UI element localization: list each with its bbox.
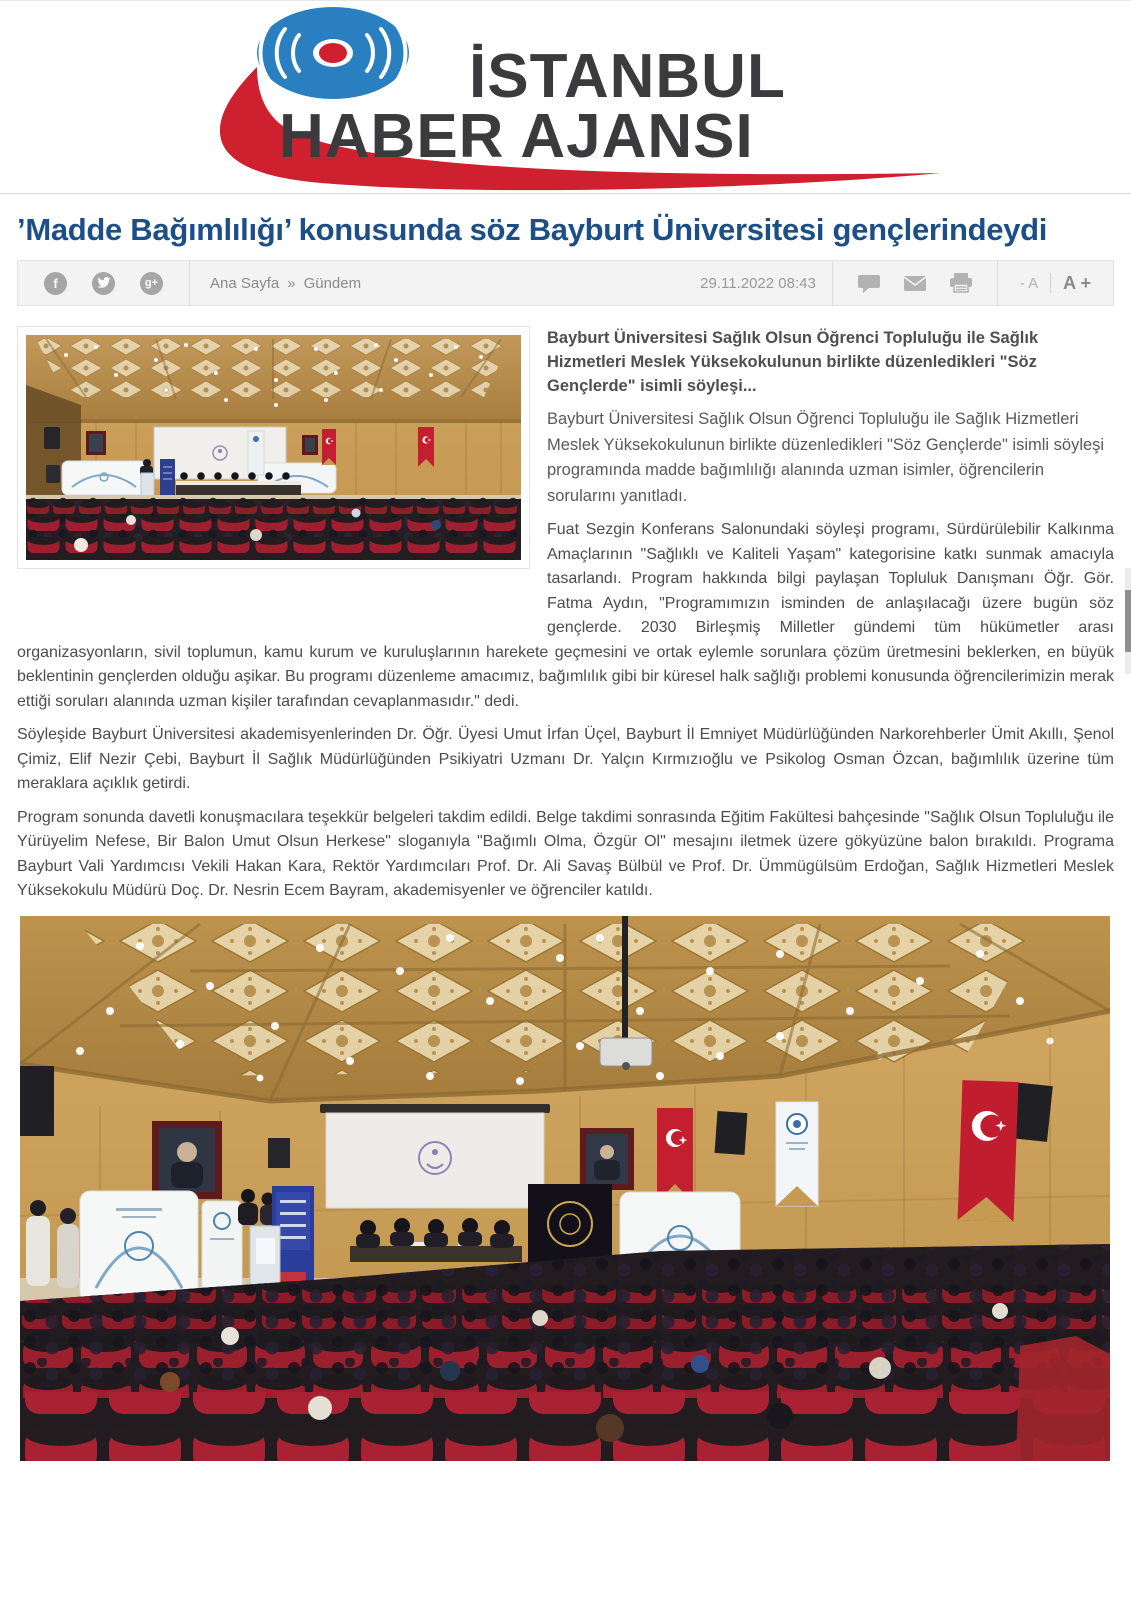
googleplus-icon: g+	[144, 277, 159, 289]
breadcrumb-separator: »	[287, 274, 296, 292]
font-controls-divider	[1050, 273, 1051, 293]
article-body	[17, 326, 1114, 1475]
twitter-share-button[interactable]	[92, 272, 115, 295]
breadcrumb	[190, 275, 700, 292]
comments-icon[interactable]	[857, 273, 881, 293]
logo-emblem-icon	[257, 7, 409, 99]
projection-screen	[320, 1104, 550, 1208]
print-icon[interactable]	[949, 273, 973, 293]
audience	[26, 495, 521, 560]
article-title: ’Madde Bağımlılığı’ konusunda söz Bayburt Üniversitesi gençlerindeydi	[17, 212, 1048, 247]
conference-hall-photo-1	[26, 335, 521, 560]
scrollbar-thumb[interactable]	[1125, 590, 1131, 652]
article-paragraph: Program sonunda davetli konuşmacılara teşekkür belgeleri takdim edildi. Belge takdimi sonrasında Eğitim Fakültesi bahçesinde "Sağlık Olsun Topluluğu ile Yürüyelim Nefese, Bir Balon Umut Olsun Herkese" sloganıyla "Bağımlı Olma, Özgür Ol" mesajını iletmek üzere gökyüzüne balon bırakıldı. Programa Bayburt Vali Yardımcısı Vekili Hakan Kara, Rektör Yardımcıları Prof. Dr. Ali Savaş Bülbül ve Prof. Dr. Ümmügülsüm Erdoğan, Sağlık Hizmetleri Meslek Yüksekokulu Müdürü Doç. Dr. Nesrin Ecem Bayram, akademisyenler ve öğrenciler katıldı.	[17, 808, 1114, 899]
social-share-group	[18, 272, 189, 295]
font-decrease-button[interactable]: - A	[1019, 274, 1039, 292]
email-icon[interactable]	[903, 275, 927, 292]
googleplus-share-button[interactable]	[140, 272, 163, 295]
facebook-icon: f	[53, 275, 58, 291]
breadcrumb-section-link[interactable]: Gündem	[303, 274, 362, 292]
publish-date: 29.11.2022 08:43	[700, 274, 816, 292]
article-paragraph: Bayburt Üniversitesi Sağlık Olsun Öğrenci Topluluğu ile Sağlık Hizmetleri Meslek Yüksekokulunun birlikte düzenledikleri "Söz Gençlerde" isimli söyleşi programında madde bağımlılığı alanında uzman isimler, öğrencilerin sorularını yanıtladı.	[547, 410, 1105, 505]
scrollbar-track[interactable]	[1125, 568, 1131, 674]
article-toolbar	[17, 260, 1114, 306]
article-paragraph: Söyleşide Bayburt Üniversitesi akademisyenlerinden Dr. Öğr. Üyesi Umut İrfan Üçel, Bayburt İl Emniyet Müdürlüğünden Narkorehberler Ümit Akıllı, Şenol Çimiz, Elif Nezir Çebi, Bayburt İl Sağlık Müdürlüğünden Psikiyatri Uzmanı Dr. Yalçın Kırmızıoğlu ve Psikolog Osman Özcan, bağımlılık üzerine tüm meraklara açıklık getirdi.	[17, 726, 1114, 792]
logo-wordmark-line2: HABER AJANSI	[278, 102, 754, 171]
agency-logo[interactable]	[171, 5, 961, 191]
logo-wordmark-line1: İSTANBUL	[468, 42, 786, 111]
article-photo-small	[17, 326, 530, 569]
article-lead: Bayburt Üniversitesi Sağlık Olsun Öğrenci Topluluğu ile Sağlık Hizmetleri Meslek Yüksekokulunun birlikte düzenledikleri "Söz Gençlerde" isimli söyleşi...	[547, 329, 1039, 395]
site-header	[0, 0, 1131, 194]
conference-hall-photo-2	[20, 916, 1110, 1461]
facebook-share-button[interactable]	[44, 272, 67, 295]
font-size-controls	[998, 273, 1113, 294]
font-increase-button[interactable]: A +	[1063, 272, 1091, 293]
article-photo-large	[20, 916, 1110, 1461]
article-paragraph: Fuat Sezgin Konferans Salonundaki söyleşi programı, Sürdürülebilir Kalkınma Amaçlarının "Sağlıklı ve Kaliteli Yaşam" kategorisine katkı sunmak amacıyla tasarlandı. Program hakkında bilgi paylaşan Topluluk Danışmanı Öğr. Gör. Fatma Aydın, "Programımızın isminden de anlaşılacağı üzere bugün söz gençlerde. 2030 Birleşmiş Milletler gündemi tüm hükümetler arası organizasyonların, sivil toplumun, kamu kurum ve kuruluşlarının harekete geçmesini ve ortak eylemle sorunlara çözüm üretmesini beklerken, en büyük beklentinin gençlerden olduğu aşikar. Bu programı düzenleme amacımız, bağımlılık gibi bir küresel halk sağlığı problemi konusunda öğrencilerimizin merak ettiği soruları alanında uzman kişiler tarafından cevaplanmasıdır." dedi.	[17, 521, 1114, 710]
twitter-bird-icon	[97, 277, 111, 289]
breadcrumb-home-link[interactable]: Ana Sayfa	[210, 274, 280, 292]
article-action-icons	[833, 273, 997, 293]
